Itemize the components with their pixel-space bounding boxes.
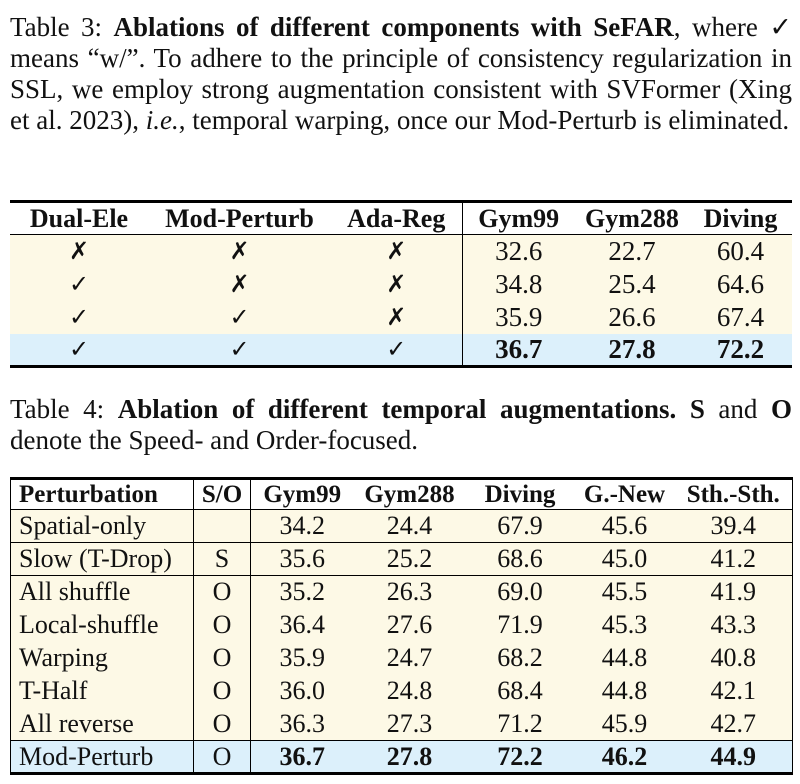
table4-header: Gym99	[251, 479, 354, 510]
table3-cell: 36.7	[462, 334, 575, 367]
table4-row	[11, 708, 793, 741]
table4-cell: 24.7	[354, 642, 466, 675]
table3-header: Gym99	[462, 202, 575, 235]
table4-cell: 24.8	[354, 675, 466, 708]
table3-cell: ✓	[10, 334, 148, 367]
table4-header-row	[11, 479, 793, 510]
table3-cell: ✗	[331, 235, 462, 268]
table4-cell: 45.9	[575, 708, 675, 741]
table4-cell: 36.0	[251, 675, 354, 708]
table3-caption	[10, 12, 792, 136]
table4-cell: 44.9	[675, 741, 793, 774]
table4-cell: T-Half	[11, 675, 194, 708]
table4-cell: 46.2	[575, 741, 675, 774]
table4-row	[11, 543, 793, 576]
table4-cell: 27.3	[354, 708, 466, 741]
table4-cell: 71.2	[466, 708, 575, 741]
table3-cell: 32.6	[462, 235, 575, 268]
table3-row	[10, 268, 792, 301]
table3-cell: 25.4	[575, 268, 689, 301]
table4-cell: O	[194, 741, 251, 774]
table4-cell: O	[194, 576, 251, 609]
table3-cell: ✗	[331, 301, 462, 334]
table4-caption	[10, 394, 792, 456]
table4-caption-text-end: denote the Speed- and Order-focused.	[10, 425, 419, 455]
table3-row-best	[10, 334, 792, 367]
table3-cell: 60.4	[689, 235, 792, 268]
table4-cell: O	[194, 642, 251, 675]
table4-cell	[194, 510, 251, 543]
table4-row	[11, 642, 793, 675]
table4-cell: 43.3	[675, 609, 793, 642]
table3-cell: ✓	[10, 268, 148, 301]
table4-caption-prefix: Table 4:	[10, 394, 118, 424]
table3-row	[10, 301, 792, 334]
table3-cell: 64.6	[689, 268, 792, 301]
table4-cell: 35.9	[251, 642, 354, 675]
table4-header: S/O	[194, 479, 251, 510]
table4-cell: 25.2	[354, 543, 466, 576]
table4-cell: 35.6	[251, 543, 354, 576]
table4-cell: 68.6	[466, 543, 575, 576]
table4	[10, 477, 793, 775]
table3-cell: ✗	[148, 268, 331, 301]
table3-header: Dual-Ele	[10, 202, 148, 235]
table4-header: G.-New	[575, 479, 675, 510]
table4-cell: O	[194, 609, 251, 642]
table3-header: Ada-Reg	[331, 202, 462, 235]
table4-cell: Slow (T-Drop)	[11, 543, 194, 576]
table3-cell: 72.2	[689, 334, 792, 367]
table4-cell: 36.7	[251, 741, 354, 774]
table4-cell: 67.9	[466, 510, 575, 543]
table4-row-best	[11, 741, 793, 774]
table4-cell: 44.8	[575, 642, 675, 675]
table4-cell: 68.4	[466, 675, 575, 708]
table4-cell: 26.3	[354, 576, 466, 609]
table4-header: Gym288	[354, 479, 466, 510]
table4-cell: 40.8	[675, 642, 793, 675]
table4-cell: 69.0	[466, 576, 575, 609]
table4-caption-bold-o: O	[770, 394, 792, 424]
table3-header: Mod-Perturb	[148, 202, 331, 235]
table3-header: Gym288	[575, 202, 689, 235]
table3-row	[10, 235, 792, 268]
table4-caption-title: Ablation of different temporal augmentations. S	[117, 394, 705, 424]
table4-cell: All shuffle	[11, 576, 194, 609]
table4-cell: Mod-Perturb	[11, 741, 194, 774]
table3-header-row	[10, 202, 792, 235]
table4-cell: 45.0	[575, 543, 675, 576]
table4-cell: 71.9	[466, 609, 575, 642]
table3-caption-text: , where ✓ means “w/”. To adhere to the principle of consistency regularization in SSL, we employ strong augmentation consistent with SVFormer (Xing et al. 2023),	[10, 12, 792, 135]
table3-cell: ✗	[148, 235, 331, 268]
table4-cell: 39.4	[675, 510, 793, 543]
table4-cell: All reverse	[11, 708, 194, 741]
table4-cell: 45.5	[575, 576, 675, 609]
table4-header: Diving	[466, 479, 575, 510]
table4-cell: 35.2	[251, 576, 354, 609]
table3-caption-title: Ablations of different components with SeFAR	[113, 12, 674, 42]
table3-cell: 34.8	[462, 268, 575, 301]
table4-cell: 68.2	[466, 642, 575, 675]
table3-cell: ✓	[148, 301, 331, 334]
table3	[10, 200, 792, 368]
table4-cell: Warping	[11, 642, 194, 675]
table4-cell: S	[194, 543, 251, 576]
table4-caption-text: and	[704, 394, 771, 424]
table4-cell: 45.6	[575, 510, 675, 543]
table4-cell: O	[194, 708, 251, 741]
table4-cell: 42.7	[675, 708, 793, 741]
table4-cell: 41.2	[675, 543, 793, 576]
table4-header: Sth.-Sth.	[675, 479, 793, 510]
table3-caption-italic: i.e.	[145, 105, 179, 135]
table3-cell: 27.8	[575, 334, 689, 367]
table4-cell: Local-shuffle	[11, 609, 194, 642]
table3-caption-prefix: Table 3:	[10, 12, 114, 42]
table3-cell: 35.9	[462, 301, 575, 334]
table4-cell: 72.2	[466, 741, 575, 774]
table3-cell: 67.4	[689, 301, 792, 334]
table4-cell: 36.3	[251, 708, 354, 741]
table4-cell: 27.8	[354, 741, 466, 774]
table3-cell: 26.6	[575, 301, 689, 334]
table4-cell: 45.3	[575, 609, 675, 642]
table3-cell: 22.7	[575, 235, 689, 268]
table4-cell: 27.6	[354, 609, 466, 642]
table3-cell: ✓	[331, 334, 462, 367]
table3-cell: ✗	[10, 235, 148, 268]
table4-cell: 42.1	[675, 675, 793, 708]
table4-cell: 24.4	[354, 510, 466, 543]
table4-cell: 41.9	[675, 576, 793, 609]
table4-header: Perturbation	[11, 479, 194, 510]
table4-cell: 34.2	[251, 510, 354, 543]
table4-cell: 36.4	[251, 609, 354, 642]
table3-cell: ✓	[148, 334, 331, 367]
table4-cell: Spatial-only	[11, 510, 194, 543]
table4-cell: 44.8	[575, 675, 675, 708]
table4-row	[11, 510, 793, 543]
table3-header: Diving	[689, 202, 792, 235]
table4-cell: O	[194, 675, 251, 708]
table3-caption-text-end: , temporal warping, once our Mod-Perturb is eliminated.	[178, 105, 790, 135]
table3-cell: ✓	[10, 301, 148, 334]
table4-row	[11, 609, 793, 642]
table4-row	[11, 576, 793, 609]
table4-row	[11, 675, 793, 708]
table3-cell: ✗	[331, 268, 462, 301]
